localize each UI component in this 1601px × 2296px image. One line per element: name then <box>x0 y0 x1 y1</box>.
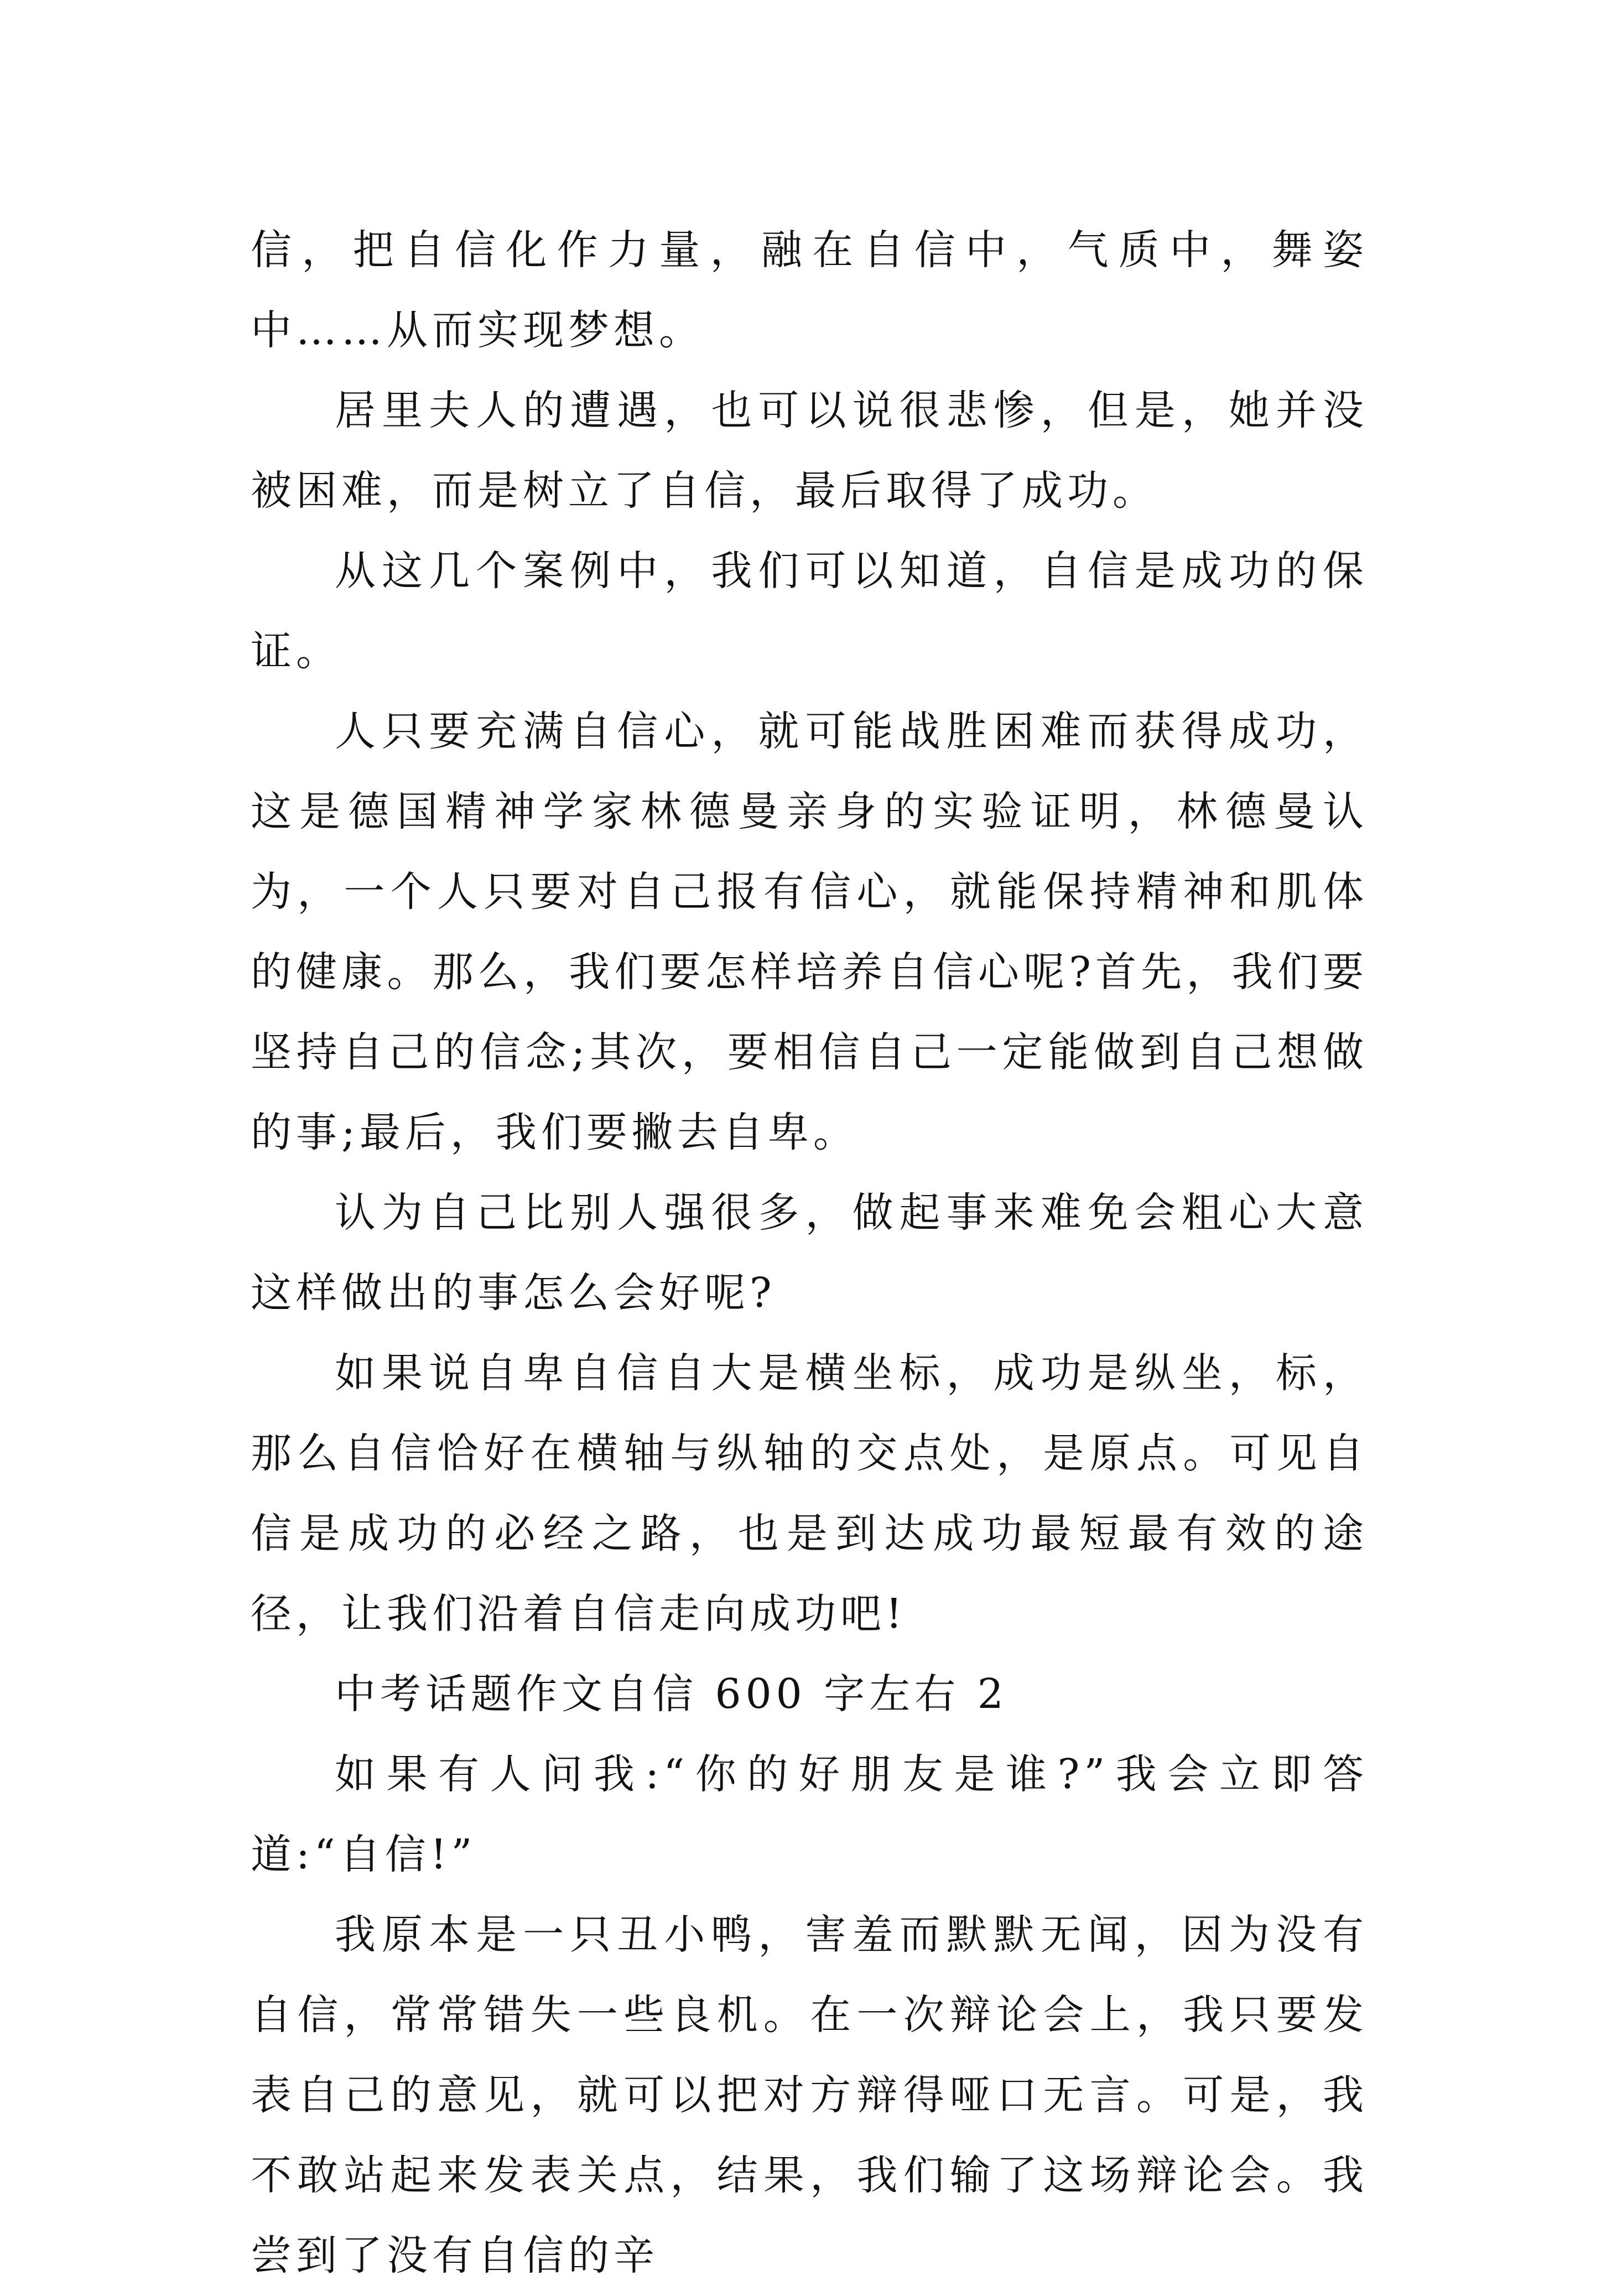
paragraph: 认为自己比别人强很多，做起事来难免会粗心大意这样做出的事怎么会好呢? <box>251 1189 1368 1317</box>
paragraph: 我原本是一只丑小鸭，害羞而默默无闻，因为没有自信，常常错失一些良机。在一次辩论会上，我只要发表自己的意见，就可以把对方辩得哑口无言。可是，我不敢站起来发表关点，结果，我们输了这场辩论会。我尝到了没有自信的辛 <box>251 1911 1368 2279</box>
paragraph: 如果有人问我:“你的好朋友是谁?”我会立即答道:“自信!” <box>251 1750 1368 1878</box>
document-body <box>251 210 1368 2296</box>
paragraph: 如果说自卑自信自大是横坐标，成功是纵坐，标，那么自信恰好在横轴与纵轴的交点处，是原点。可见自信是成功的必经之路，也是到达成功最短最有效的途径，让我们沿着自信走向成功吧! <box>251 1349 1368 1638</box>
paragraph: 人只要充满自信心，就可能战胜困难而获得成功，这是德国精神学家林德曼亲身的实验证明，林德曼认为，一个人只要对自己报有信心，就能保持精神和肌体的健康。那么，我们要怎样培养自信心呢?首先，我们要坚持自己的信念;其次，要相信自己一定能做到自己想做的事;最后，我们要撇去自卑。 <box>251 708 1368 1156</box>
paragraph-continuation: 信，把自信化作力量，融在自信中，气质中，舞姿中……从而实现梦想。 <box>251 226 1368 354</box>
section-heading: 中考话题作文自信 600 字左右 2 <box>335 1670 1008 1718</box>
paragraph: 从这几个案例中，我们可以知道，自信是成功的保证。 <box>251 547 1368 675</box>
paragraph: 居里夫人的遭遇，也可以说很悲惨，但是，她并没被困难，而是树立了自信，最后取得了成功。 <box>251 387 1368 515</box>
